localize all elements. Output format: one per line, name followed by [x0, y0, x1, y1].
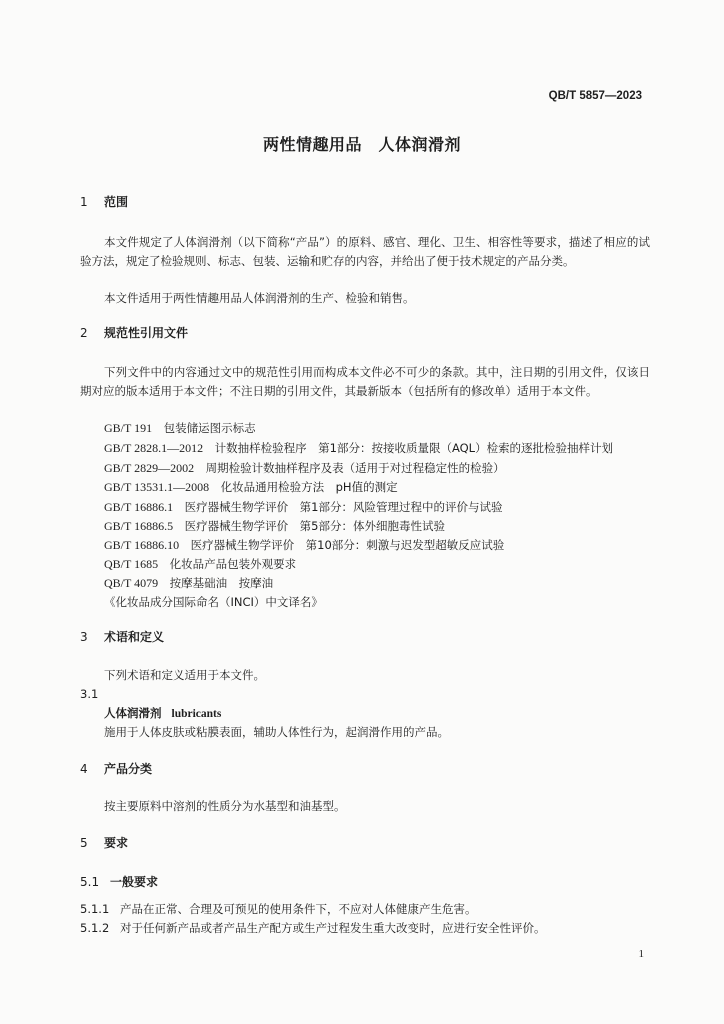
section-5-heading — [80, 834, 128, 851]
subsection-title: 一般要求 — [110, 875, 159, 889]
scope-paragraph: 本文件规定了人体润滑剂（以下简称“产品”）的原料、感官、理化、卫生、相容性等要求，描述了相应的试验方法，规定了检验规则、标志、包装、运输和贮存的内容，并给出了便于技术规定的产品分类。 — [80, 235, 650, 268]
section-3-heading — [80, 628, 164, 645]
standard-code: QB/T 5857—2023 — [548, 90, 642, 102]
requirement-number: 5.1.1 — [80, 902, 110, 916]
terms-intro: 下列术语和定义适用于本文件。 — [104, 668, 265, 682]
reference-code: QB/T 4079 — [104, 576, 159, 590]
term-number: 3.1 — [80, 687, 99, 701]
section-2-heading — [80, 324, 188, 341]
requirement-text: 对于任何新产品或者产品生产配方或生产过程发生重大改变时，应进行安全性评价。 — [120, 921, 546, 935]
reference-item — [104, 575, 273, 591]
reference-code: GB/T 16886.1 — [104, 500, 174, 514]
section-title: 产品分类 — [104, 762, 153, 776]
term-english: lubricants — [171, 708, 222, 720]
scope-applicability: 本文件适用于两性情趣用品人体润滑剂的生产、检验和销售。 — [104, 291, 415, 305]
section-4-heading — [80, 760, 152, 777]
reference-title: 化妆品通用检验方法 pH值的测定 — [220, 480, 398, 494]
section-title: 要求 — [104, 836, 129, 850]
reference-item — [104, 537, 504, 553]
section-title: 术语和定义 — [104, 630, 165, 644]
requirement-item — [80, 920, 546, 936]
reference-item — [104, 594, 323, 610]
document-title: 两性情趣用品 人体润滑剂 — [262, 135, 461, 154]
term-definition: 施用于人体皮肤或粘膜表面，辅助人体性行为，起润滑作用的产品。 — [104, 725, 449, 739]
requirement-item — [80, 901, 477, 917]
reference-code: GB/T 191 — [104, 421, 153, 435]
reference-item — [104, 479, 398, 495]
reference-title: 医疗器械生物学评价 第10部分：刺激与迟发型超敏反应试验 — [190, 538, 505, 552]
classification-text: 按主要原料中溶剂的性质分为水基型和油基型。 — [104, 799, 346, 813]
term-entry — [104, 705, 221, 721]
reference-item — [104, 460, 505, 476]
section-title: 范围 — [104, 195, 129, 209]
term-chinese: 人体润滑剂 — [104, 706, 162, 720]
reference-title: 化妆品产品包装外观要求 — [169, 557, 297, 571]
reference-item — [104, 420, 256, 436]
section-number: 3 — [80, 630, 88, 644]
reference-code: GB/T 2829—2002 — [104, 461, 195, 475]
reference-title: 《化妆品成分国际命名（INCI）中文译名》 — [104, 595, 323, 609]
subsection-number: 5.1 — [80, 875, 100, 889]
reference-title: 医疗器械生物学评价 第5部分：体外细胞毒性试验 — [184, 519, 445, 533]
page-number: 1 — [638, 948, 644, 960]
section-number: 1 — [80, 195, 88, 209]
reference-title: 包装储运图示标志 — [163, 421, 256, 435]
requirement-number: 5.1.2 — [80, 921, 110, 935]
subsection-5-1-heading — [80, 873, 158, 890]
section-title: 规范性引用文件 — [104, 326, 189, 340]
reference-item — [104, 556, 296, 572]
section-number: 5 — [80, 836, 88, 850]
reference-title: 医疗器械生物学评价 第1部分：风险管理过程中的评价与试验 — [184, 500, 503, 514]
reference-code: GB/T 16886.5 — [104, 519, 174, 533]
section-number: 2 — [80, 326, 88, 340]
reference-code: GB/T 2828.1—2012 — [104, 441, 204, 455]
reference-item — [104, 440, 613, 456]
section-number: 4 — [80, 762, 88, 776]
normative-intro: 下列文件中的内容通过文中的规范性引用而构成本文件必不可少的条款。其中，注日期的引用文件，仅该日期对应的版本适用于本文件；不注日期的引用文件，其最新版本（包括所有的修改单）适用于本文件。 — [80, 365, 650, 398]
reference-item — [104, 518, 445, 534]
section-1-heading — [80, 193, 128, 210]
reference-title: 计数抽样检验程序 第1部分：按接收质量限（AQL）检索的逐批检验抽样计划 — [214, 441, 614, 455]
reference-code: QB/T 1685 — [104, 557, 159, 571]
reference-item — [104, 499, 502, 515]
reference-title: 按摩基础油 按摩油 — [169, 576, 274, 590]
reference-code: GB/T 16886.10 — [104, 538, 180, 552]
reference-code: GB/T 13531.1—2008 — [104, 480, 210, 494]
requirement-text: 产品在正常、合理及可预见的使用条件下，不应对人体健康产生危害。 — [120, 902, 477, 916]
reference-title: 周期检验计数抽样程序及表（适用于对过程稳定性的检验） — [205, 461, 505, 475]
